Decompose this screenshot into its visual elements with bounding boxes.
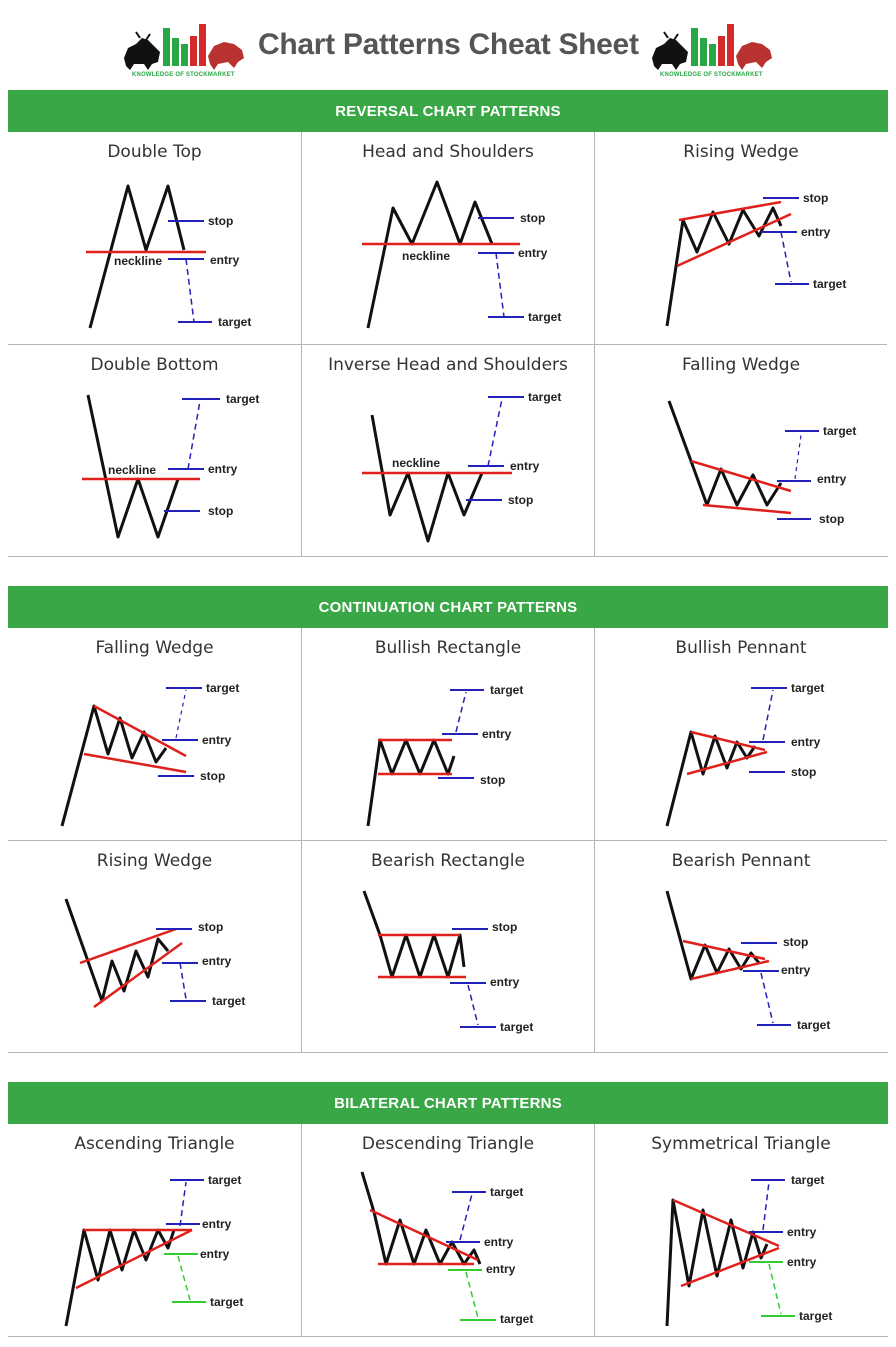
pattern-title: Bullish Pennant <box>675 638 807 658</box>
pattern-title: Rising Wedge <box>96 851 213 871</box>
pattern-diagram <box>8 628 301 840</box>
logo-text: KNOWLEDGE OF STOCKMARKET <box>660 72 763 78</box>
pattern-diagram <box>8 132 301 344</box>
pattern-descending-triangle <box>301 1124 594 1336</box>
target-down-label: target <box>500 1312 534 1326</box>
pattern-falling-wedge <box>8 628 301 840</box>
trendline <box>84 754 186 772</box>
entry-label: entry <box>202 733 232 747</box>
pattern-diagram <box>8 345 301 557</box>
projection-line <box>188 401 200 469</box>
price-path <box>669 401 781 505</box>
projection-line <box>496 253 504 317</box>
pattern-bullish-pennant <box>594 628 887 840</box>
pattern-diagram <box>595 132 888 344</box>
entry-up-label: entry <box>787 1225 817 1239</box>
entry-up-label: entry <box>484 1235 514 1249</box>
projection-line <box>488 399 502 466</box>
projection-line <box>180 1182 186 1226</box>
pattern-falling-wedge <box>594 344 887 556</box>
projection-line <box>456 692 466 732</box>
stop-label: stop <box>783 935 809 949</box>
target-label: target <box>490 683 524 697</box>
entry-label: entry <box>791 735 821 749</box>
projection-line <box>460 1194 472 1240</box>
entry-down-label: entry <box>486 1262 516 1276</box>
section-bilateral <box>8 1082 888 1337</box>
stop-label: stop <box>803 191 829 205</box>
projection-line <box>468 985 478 1025</box>
entry-label: entry <box>510 459 540 473</box>
projection-line <box>176 690 186 738</box>
section-continuation <box>8 586 888 1053</box>
entry-label: entry <box>210 253 240 267</box>
entry-label: entry <box>801 225 831 239</box>
stop-label: stop <box>200 769 226 783</box>
pattern-diagram <box>8 841 301 1053</box>
pattern-double-bottom <box>8 344 301 556</box>
pattern-title: Bearish Pennant <box>671 851 811 871</box>
pattern-title: Bearish Rectangle <box>371 851 525 871</box>
stop-label: stop <box>208 504 234 518</box>
price-path <box>66 1230 174 1326</box>
trendline <box>703 505 791 513</box>
pattern-diagram <box>302 1124 595 1336</box>
projection-line <box>761 973 773 1023</box>
page-header <box>0 0 896 90</box>
stop-label: stop <box>508 493 534 507</box>
neckline-label: neckline <box>108 463 157 477</box>
pattern-diagram <box>595 841 888 1053</box>
entry-label: entry <box>482 727 512 741</box>
stop-label: stop <box>520 211 546 225</box>
pattern-rising-wedge <box>594 132 887 344</box>
section-banner: CONTINUATION CHART PATTERNS <box>8 586 888 628</box>
target-label: target <box>791 681 825 695</box>
target-up-label: target <box>208 1173 242 1187</box>
projection-line <box>180 963 186 999</box>
stop-label: stop <box>480 773 506 787</box>
stop-label: stop <box>198 920 224 934</box>
page-title: Chart Patterns Cheat Sheet <box>258 28 639 61</box>
projection-line <box>769 1264 781 1314</box>
logo-right <box>646 18 778 84</box>
trendline <box>677 214 791 266</box>
pattern-ascending-triangle <box>8 1124 301 1336</box>
pattern-title: Descending Triangle <box>361 1134 535 1154</box>
price-path <box>667 732 755 826</box>
neckline-label: neckline <box>114 254 163 268</box>
target-label: target <box>813 277 847 291</box>
entry-down-label: entry <box>200 1247 230 1261</box>
pattern-inverse-head-and-shoulders <box>301 344 594 556</box>
entry-label: entry <box>202 954 232 968</box>
target-label: target <box>528 390 562 404</box>
entry-label: entry <box>817 472 847 486</box>
target-label: target <box>226 392 260 406</box>
target-label: target <box>797 1018 831 1032</box>
pattern-title: Falling Wedge <box>681 355 801 375</box>
logo-text: KNOWLEDGE OF STOCKMARKET <box>132 72 235 78</box>
pattern-diagram <box>302 132 595 344</box>
entry-label: entry <box>781 963 811 977</box>
stop-label: stop <box>208 214 234 228</box>
projection-line <box>466 1272 478 1318</box>
pattern-diagram <box>8 1124 301 1336</box>
entry-down-label: entry <box>787 1255 817 1269</box>
pattern-diagram <box>302 841 595 1053</box>
pattern-title: Inverse Head and Shoulders <box>328 355 568 375</box>
pattern-title: Double Top <box>107 142 202 162</box>
section-banner: REVERSAL CHART PATTERNS <box>8 90 888 132</box>
pattern-diagram <box>595 628 888 840</box>
target-down-label: target <box>799 1309 833 1323</box>
pattern-head-and-shoulders <box>301 132 594 344</box>
trendline <box>691 461 791 491</box>
target-label: target <box>218 315 252 329</box>
pattern-symmetrical-triangle <box>594 1124 887 1336</box>
section-reversal <box>8 90 888 557</box>
entry-label: entry <box>490 975 520 989</box>
pattern-diagram <box>302 628 595 840</box>
target-label: target <box>500 1020 534 1034</box>
pattern-title: Falling Wedge <box>95 638 214 658</box>
projection-line <box>186 259 194 322</box>
price-path <box>368 740 454 826</box>
pattern-diagram <box>595 345 888 557</box>
pattern-diagram <box>595 1124 888 1336</box>
projection-line <box>763 1182 769 1230</box>
stop-label: stop <box>819 512 845 526</box>
pattern-diagram <box>302 345 595 557</box>
pattern-bullish-rectangle <box>301 628 594 840</box>
pattern-bearish-rectangle <box>301 840 594 1052</box>
projection-line <box>763 690 773 740</box>
trendline <box>679 202 781 220</box>
pattern-bearish-pennant <box>594 840 887 1052</box>
target-label: target <box>206 681 240 695</box>
target-label: target <box>212 994 246 1008</box>
target-down-label: target <box>210 1295 244 1309</box>
pattern-title: Rising Wedge <box>683 142 799 162</box>
neckline-label: neckline <box>392 456 441 470</box>
projection-line <box>178 1256 190 1300</box>
neckline-label: neckline <box>402 249 451 263</box>
logo-left <box>118 18 250 84</box>
price-path <box>372 415 482 541</box>
target-label: target <box>528 310 562 324</box>
entry-up-label: entry <box>202 1217 232 1231</box>
entry-label: entry <box>518 246 548 260</box>
pattern-rising-wedge <box>8 840 301 1052</box>
section-banner: BILATERAL CHART PATTERNS <box>8 1082 888 1124</box>
target-up-label: target <box>791 1173 825 1187</box>
pattern-title: Bullish Rectangle <box>374 638 522 658</box>
projection-line <box>781 232 791 282</box>
entry-label: entry <box>208 462 238 476</box>
projection-line <box>795 435 801 479</box>
stop-label: stop <box>492 920 518 934</box>
stop-label: stop <box>791 765 817 779</box>
pattern-title: Head and Shoulders <box>362 142 534 162</box>
target-label: target <box>823 424 857 438</box>
target-up-label: target <box>490 1185 524 1199</box>
pattern-title: Double Bottom <box>90 355 219 375</box>
pattern-title: Ascending Triangle <box>74 1134 235 1154</box>
pattern-title: Symmetrical Triangle <box>651 1134 831 1154</box>
price-path <box>362 1172 480 1264</box>
pattern-double-top <box>8 132 301 344</box>
